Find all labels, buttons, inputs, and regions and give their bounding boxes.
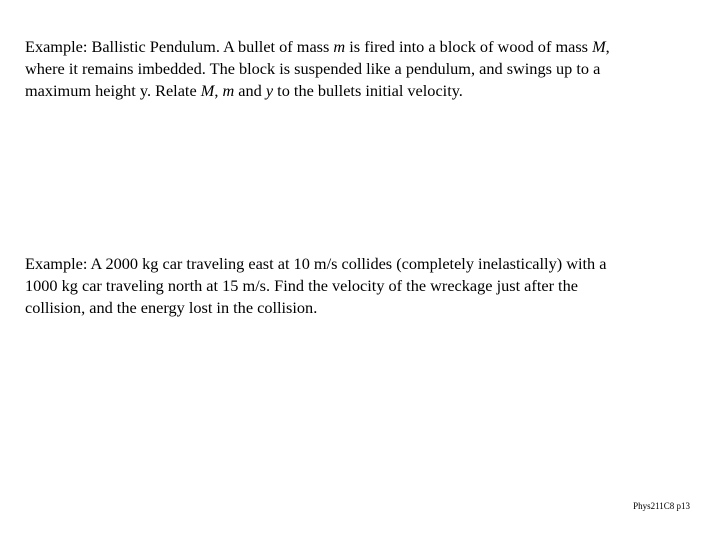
example2-line1: Example: A 2000 kg car traveling east at 10 m/s collides (completely inelastically) with a bbox=[25, 254, 607, 273]
variable-M: M bbox=[592, 37, 606, 56]
text-segment: is fired into a block of wood of mass bbox=[345, 37, 593, 56]
example1-line1 bbox=[25, 36, 695, 58]
text-segment: , bbox=[605, 37, 610, 56]
example2-line2: 1000 kg car traveling north at 15 m/s. Find the velocity of the wreckage just after the bbox=[25, 276, 578, 295]
car-collision-example bbox=[25, 253, 695, 319]
text-segment: , bbox=[214, 81, 223, 100]
example2-line3: collision, and the energy lost in the collision. bbox=[25, 298, 318, 317]
variable-m: m bbox=[333, 37, 346, 56]
text-segment: and bbox=[234, 81, 266, 100]
variable-M: M bbox=[200, 81, 215, 100]
variable-y: y bbox=[265, 81, 274, 100]
text-segment: maximum height y. Relate bbox=[25, 81, 201, 100]
text-segment: Example: Ballistic Pendulum. A bullet of mass bbox=[25, 37, 334, 56]
ballistic-pendulum-example bbox=[25, 36, 695, 102]
page-footer-label: Phys211C8 p13 bbox=[633, 501, 690, 511]
text-segment: to the bullets initial velocity. bbox=[273, 81, 463, 100]
example1-line3 bbox=[25, 80, 695, 102]
example1-line2: where it remains imbedded. The block is suspended like a pendulum, and swings up to a bbox=[25, 59, 601, 78]
variable-m: m bbox=[222, 81, 235, 100]
